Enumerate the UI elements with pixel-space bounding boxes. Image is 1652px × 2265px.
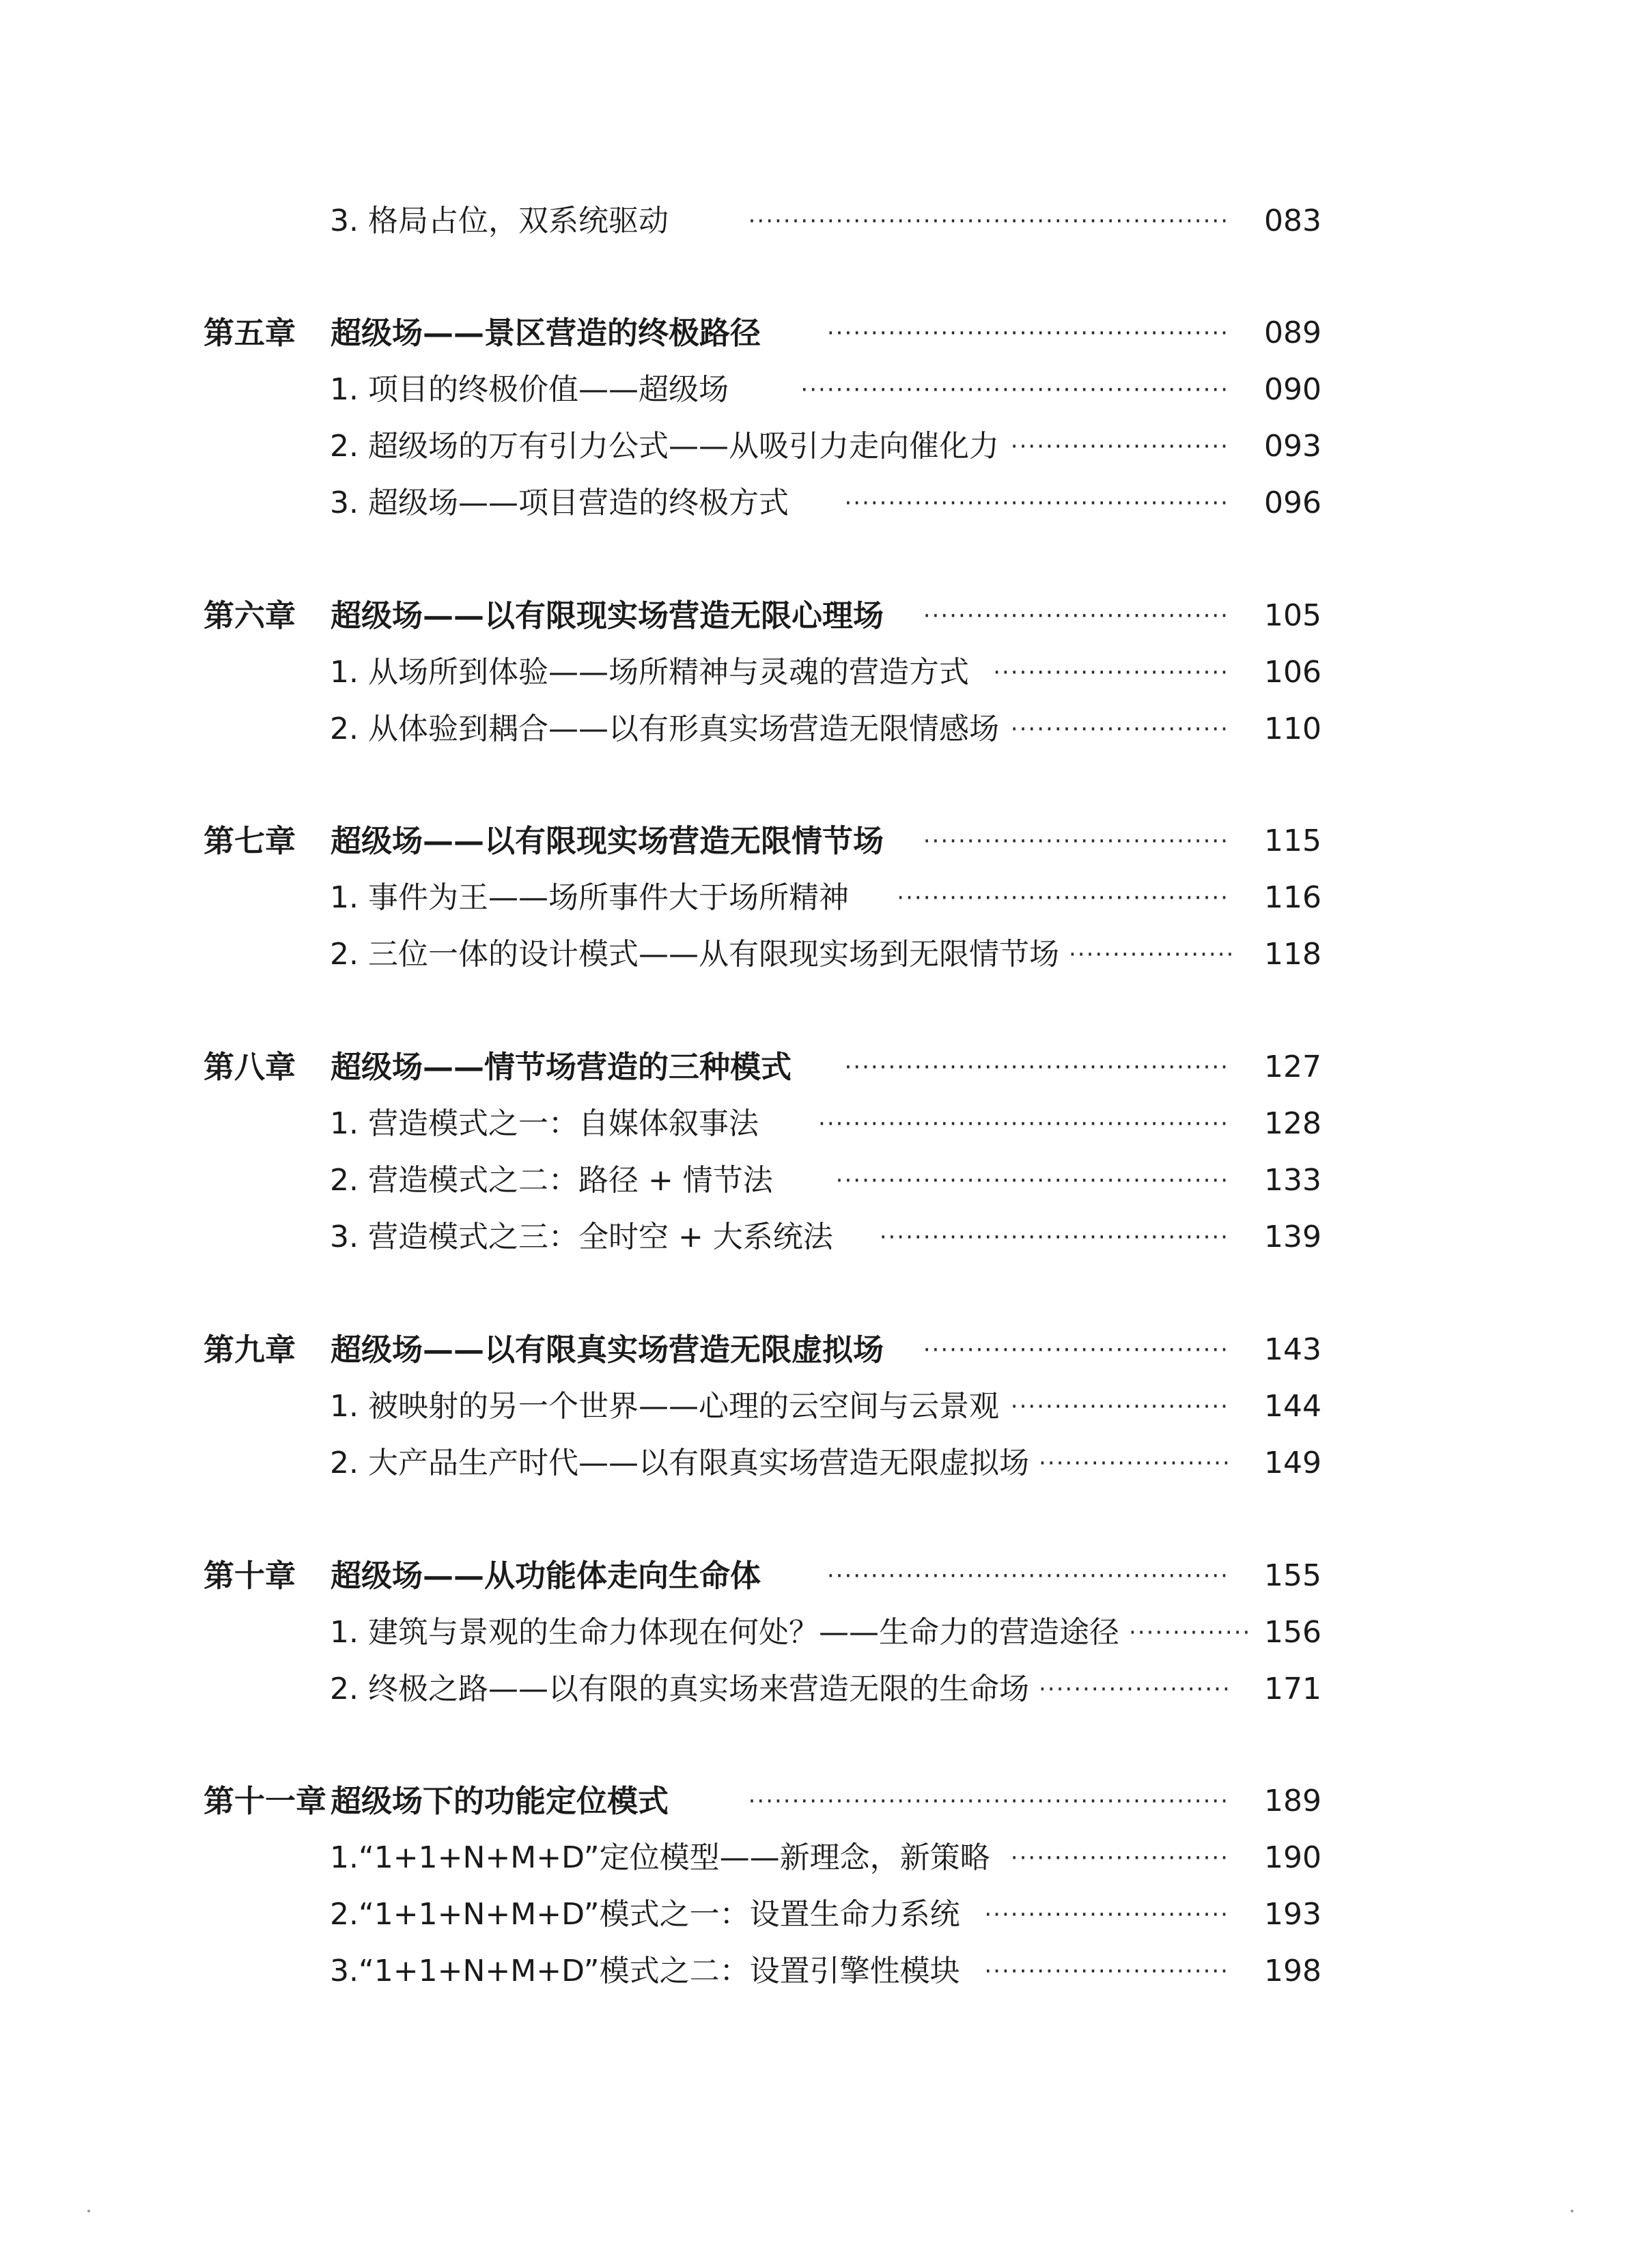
dot-leader: ··················· (1069, 941, 1235, 968)
toc-chapter-label (204, 1325, 884, 1375)
page-number: 106 (1264, 655, 1321, 690)
dot-leader: ········································ (879, 1224, 1229, 1251)
dot-leader: ·············································· (826, 1562, 1229, 1590)
page-number: 083 (1264, 203, 1321, 238)
page-number: 090 (1264, 372, 1321, 407)
toc-chapter-label (204, 1551, 761, 1601)
toc-section-label: 2.“1+1+N+M+D”模式之一：设置生命力系统 (330, 1897, 960, 1932)
toc-section-label: 3. 超级场——项目营造的终极方式 (330, 486, 789, 520)
toc-section-row (0, 873, 1652, 923)
margin-mark-left (87, 2210, 90, 2212)
toc-section-label: 3. 营造模式之三：全时空 + 大系统法 (330, 1220, 833, 1254)
dot-leader: ············································ (844, 490, 1229, 517)
chapter-title: 超级场——情节场营造的三种模式 (331, 1049, 792, 1085)
toc-section-label: 1. 营造模式之一：自媒体叙事法 (330, 1106, 759, 1141)
dot-leader: ··························· (993, 659, 1229, 686)
toc-section-label: 3. 格局占位，双系统驱动 (330, 203, 669, 238)
dot-leader: ························· (1010, 1393, 1229, 1420)
dot-leader: ························· (1010, 1844, 1229, 1872)
toc-chapter-label (204, 817, 884, 866)
page-number: 133 (1264, 1163, 1321, 1198)
toc-section-row (0, 1213, 1652, 1262)
page-number: 118 (1264, 937, 1321, 972)
toc-section-row (0, 1099, 1652, 1149)
toc-section-label: 1. 被映射的另一个世界——心理的云空间与云景观 (330, 1389, 999, 1424)
toc-chapter-row (0, 1325, 1652, 1375)
chapter-title: 超级场——景区营造的终极路径 (331, 315, 761, 351)
chapter-number: 第六章 (204, 597, 296, 634)
dot-leader: ··································· (923, 828, 1229, 855)
toc-section-row (0, 197, 1652, 246)
dot-leader: ······················································· (748, 1788, 1229, 1815)
dot-leader: ······················ (1039, 1450, 1231, 1477)
toc-section-row (0, 365, 1652, 414)
toc-section-label: 2. 从体验到耦合——以有形真实场营造无限情感场 (330, 712, 999, 746)
toc-section-label: 2. 大产品生产时代——以有限真实场营造无限虚拟场 (330, 1446, 1029, 1480)
dot-leader: ···························· (984, 1958, 1229, 1985)
page-number: 198 (1264, 1954, 1321, 1988)
toc-section-row (0, 1833, 1652, 1883)
toc-section-label: 1. 建筑与景观的生命力体现在何处？——生命力的营造途径 (330, 1615, 1119, 1650)
toc-section-label: 1. 事件为王——场所事件大于场所精神 (330, 880, 849, 915)
page-number: 143 (1264, 1332, 1321, 1367)
dot-leader: ·············································· (826, 320, 1229, 347)
chapter-number: 第十一章 (204, 1783, 327, 1819)
page-number: 139 (1264, 1220, 1321, 1254)
toc-section-label: 2. 三位一体的设计模式——从有限现实场到无限情节场 (330, 937, 1059, 972)
dot-leader: ······················ (1039, 1676, 1231, 1703)
page-number: 110 (1264, 712, 1321, 746)
toc-section-row (0, 1382, 1652, 1431)
toc-chapter-row (0, 1551, 1652, 1601)
page-number: 128 (1264, 1106, 1321, 1141)
toc-section-label: 3.“1+1+N+M+D”模式之二：设置引擎性模块 (330, 1954, 960, 1988)
dot-leader: ························· (1010, 716, 1229, 743)
toc-section-label: 2. 超级场的万有引力公式——从吸引力走向催化力 (330, 429, 999, 464)
dot-leader: ··································· (923, 1336, 1229, 1364)
page-number: 105 (1264, 598, 1321, 633)
toc-section-row (0, 1608, 1652, 1657)
chapter-title: 超级场——以有限现实场营造无限心理场 (331, 597, 884, 634)
chapter-number: 第七章 (204, 823, 296, 859)
page-number: 127 (1264, 1050, 1321, 1084)
dot-leader: ················································· (800, 376, 1229, 404)
chapter-title: 超级场——以有限现实场营造无限情节场 (331, 823, 884, 859)
chapter-number: 第十章 (204, 1558, 296, 1594)
toc-chapter-label (204, 1777, 669, 1826)
chapter-number: 第九章 (204, 1332, 296, 1368)
toc-section-row (0, 1439, 1652, 1488)
toc-chapter-label (204, 309, 761, 358)
dot-leader: ························· (1010, 433, 1229, 460)
page-number: 155 (1264, 1558, 1321, 1593)
dot-leader: ··································· (923, 602, 1229, 630)
toc-section-row (0, 1156, 1652, 1205)
chapter-title: 超级场——以有限真实场营造无限虚拟场 (331, 1332, 884, 1368)
dot-leader: ············································· (835, 1167, 1229, 1194)
margin-mark-right (1571, 2210, 1573, 2212)
dot-leader: ············································ (844, 1054, 1229, 1081)
page-number: 193 (1264, 1897, 1321, 1932)
page-number: 190 (1264, 1840, 1321, 1875)
page-number: 189 (1264, 1784, 1321, 1818)
toc-chapter-label (204, 1043, 792, 1092)
toc-section-row (0, 1947, 1652, 1996)
toc-chapter-row (0, 591, 1652, 641)
toc-section-row (0, 1890, 1652, 1939)
toc-section-row (0, 648, 1652, 697)
toc-chapter-row (0, 817, 1652, 866)
page-number: 096 (1264, 486, 1321, 520)
dot-leader: ·············· (1129, 1619, 1252, 1646)
dot-leader: ······································ (897, 884, 1229, 912)
chapter-title: 超级场——从功能体走向生命体 (331, 1558, 761, 1594)
toc-chapter-label (204, 591, 884, 641)
page-number: 144 (1264, 1389, 1321, 1424)
toc-section-row (0, 479, 1652, 528)
toc-chapter-row (0, 1043, 1652, 1092)
page-number: 116 (1264, 880, 1321, 915)
toc-chapter-row (0, 1777, 1652, 1826)
page-number: 149 (1264, 1446, 1321, 1480)
dot-leader: ······················································· (748, 208, 1229, 235)
page-number: 171 (1264, 1672, 1321, 1706)
dot-leader: ··············································· (818, 1110, 1229, 1138)
dot-leader: ···························· (984, 1901, 1229, 1928)
toc-section-label: 2. 营造模式之二：路径 + 情节法 (330, 1163, 773, 1198)
chapter-number: 第八章 (204, 1049, 296, 1085)
toc-section-row (0, 1665, 1652, 1714)
toc-chapter-row (0, 309, 1652, 358)
chapter-title: 超级场下的功能定位模式 (331, 1783, 669, 1819)
page-number: 156 (1264, 1615, 1321, 1650)
chapter-number: 第五章 (204, 315, 296, 351)
page-number: 115 (1264, 824, 1321, 858)
toc-section-label: 1.“1+1+N+M+D”定位模型——新理念，新策略 (330, 1840, 990, 1875)
toc-section-row (0, 930, 1652, 979)
toc-section-label: 1. 从场所到体验——场所精神与灵魂的营造方式 (330, 655, 969, 690)
toc-section-row (0, 705, 1652, 754)
page-number: 093 (1264, 429, 1321, 464)
page-number: 089 (1264, 315, 1321, 350)
toc-section-label: 1. 项目的终极价值——超级场 (330, 372, 729, 407)
toc-section-row (0, 422, 1652, 471)
toc-section-label: 2. 终极之路——以有限的真实场来营造无限的生命场 (330, 1672, 1029, 1706)
